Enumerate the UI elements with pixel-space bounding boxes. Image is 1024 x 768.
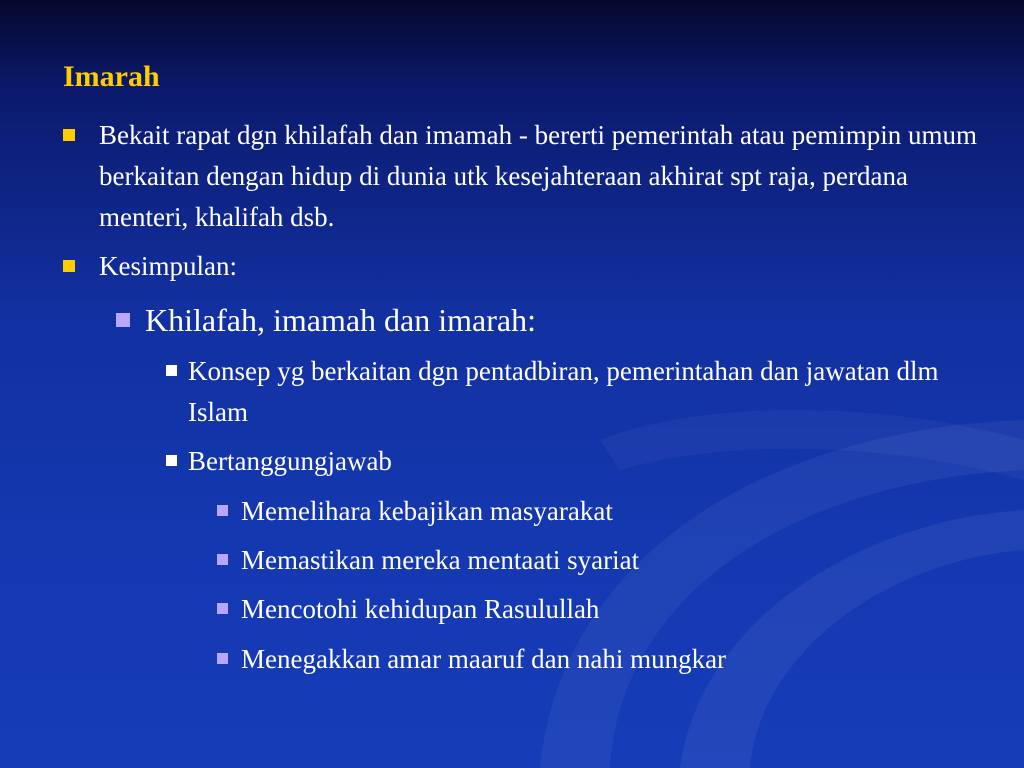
bullet-item-level4 <box>241 540 981 581</box>
bullet-text: Mencotohi kehidupan Rasulullah <box>241 594 600 624</box>
bullet-item-level1 <box>99 115 979 238</box>
bullet-text: Menegakkan amar maaruf dan nahi mungkar <box>241 644 727 674</box>
bullet-item-level4 <box>241 639 981 680</box>
bullet-item-level4 <box>241 589 981 630</box>
bullet-text: Bertanggungjawab <box>188 446 392 476</box>
square-bullet-icon <box>166 365 177 376</box>
bullet-text: Kesimpulan: <box>99 251 237 281</box>
bullet-text: Memastikan mereka mentaati syariat <box>241 545 640 575</box>
bullet-item-level3 <box>188 351 978 433</box>
bullet-item-level4 <box>241 491 981 532</box>
bullet-text: Bekait rapat dgn khilafah dan imamah - bererti pemerintah atau pemimpin umum berkaitan dengan hidup di dunia utk kesejahteraan akhirat spt raja, perdana menteri, khalifah dsb. <box>99 120 977 232</box>
square-bullet-icon <box>166 455 177 466</box>
square-bullet-icon <box>217 603 228 614</box>
slide-title: Imarah <box>63 60 160 93</box>
bullet-item-level2 <box>145 300 985 340</box>
square-bullet-icon <box>217 653 228 664</box>
bullet-text: Konsep yg berkaitan dgn pentadbiran, pemerintahan dan jawatan dlm Islam <box>188 356 939 427</box>
bullet-text: Memelihara kebajikan masyarakat <box>241 496 613 526</box>
bullet-item-level1 <box>99 246 979 287</box>
square-bullet-icon <box>63 129 75 141</box>
square-bullet-icon <box>217 554 228 565</box>
square-bullet-icon <box>217 505 228 516</box>
bullet-item-level3 <box>188 441 978 482</box>
square-bullet-icon <box>63 260 75 272</box>
square-bullet-icon <box>116 313 130 327</box>
bullet-text: Khilafah, imamah dan imarah: <box>145 302 536 338</box>
